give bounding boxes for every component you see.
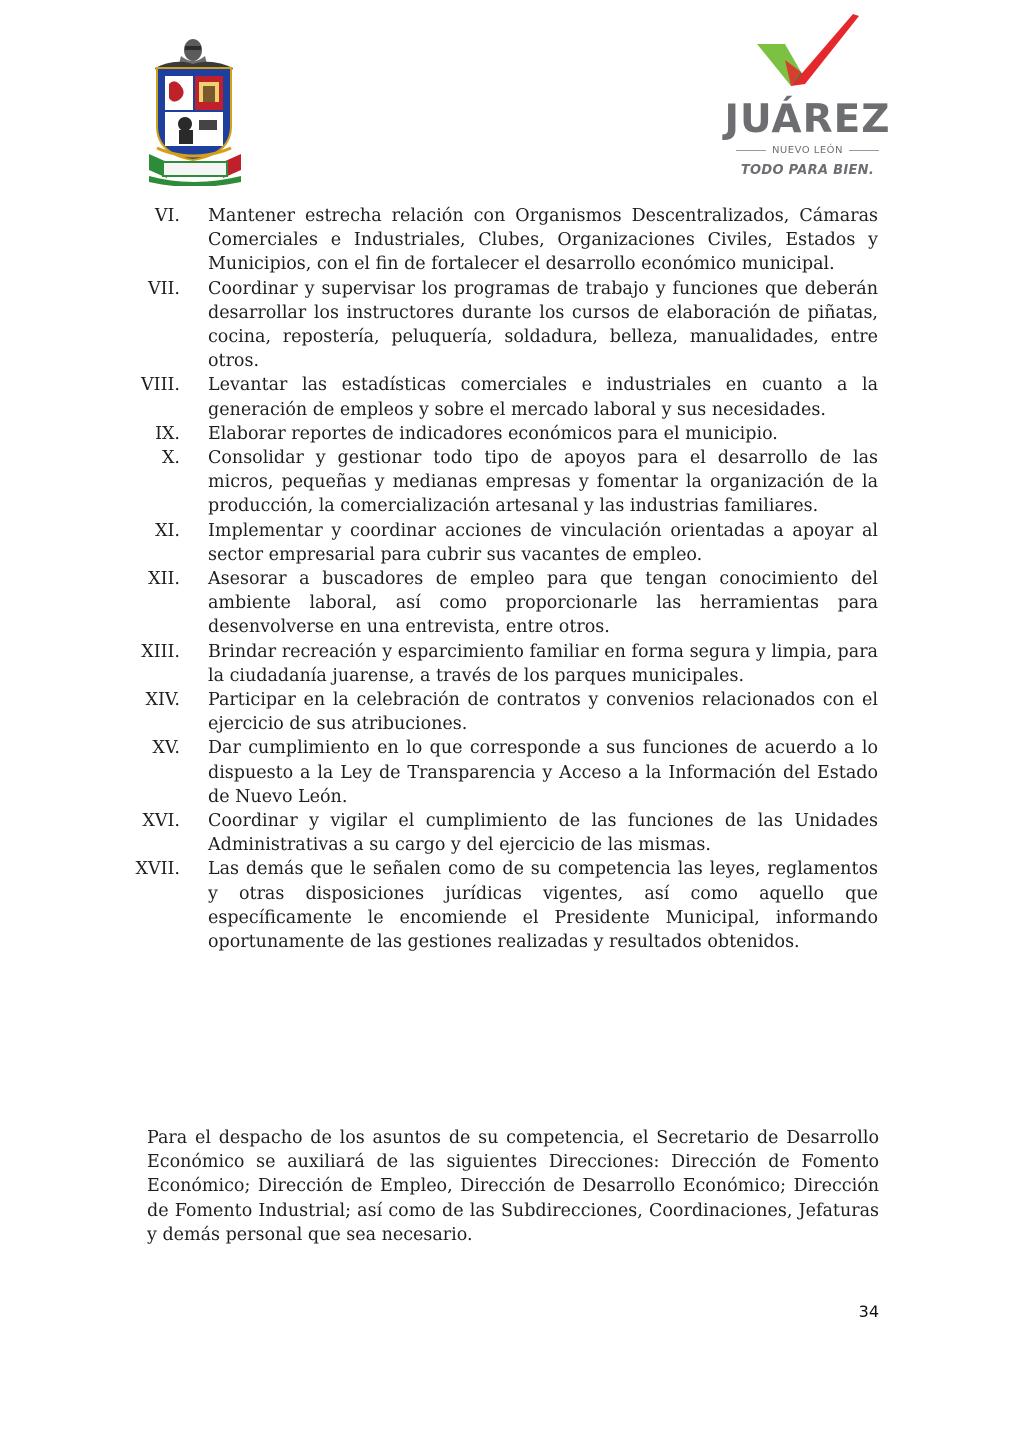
list-item-text: Levantar las estadísticas comerciales e industriales en cuanto a la generación de empleos y sobre el mercado laboral y sus necesidades. <box>208 375 878 420</box>
attributions-list <box>0 204 1024 954</box>
logo-subtitle <box>715 145 900 156</box>
list-item-numeral: VIII. <box>141 375 180 396</box>
list-item-text: Participar en la celebración de contratos y convenios relacionados con el ejercicio de sus atribuciones. <box>208 690 878 735</box>
list-item-numeral: VII. <box>147 278 180 299</box>
list-item-text: Brindar recreación y esparcimiento familiar en forma segura y limpia, para la ciudadanía juarense, a través de los parques municipales. <box>208 641 878 686</box>
list-item <box>0 446 1024 519</box>
logo-subtitle-text: NUEVO LEÓN <box>771 145 844 156</box>
list-item-text: Dar cumplimiento en lo que corresponde a sus funciones de acuerdo a lo dispuesto a la Ley de Transparencia y Acceso a la Información del Estado de Nuevo León. <box>208 738 878 807</box>
list-item <box>0 688 1024 736</box>
list-item-text: Asesorar a buscadores de empleo para que tengan conocimiento del ambiente laboral, así como proporcionarle las herramientas para desenvolverse en una entrevista, entre otros. <box>208 569 878 638</box>
list-item-numeral: XIV. <box>145 690 180 711</box>
list-item <box>0 277 1024 374</box>
list-item-text: Consolidar y gestionar todo tipo de apoyos para el desarrollo de las micros, pequeñas y medianas empresas y fomentar la organización de la producción, la comercialización artesanal y las industrias familiares. <box>208 448 878 517</box>
list-item-numeral: XVII. <box>135 859 180 880</box>
list-item-numeral: VI. <box>154 206 180 226</box>
list-item-numeral: XVI. <box>142 811 180 832</box>
page-header <box>0 0 1024 195</box>
list-item-text: Coordinar y supervisar los programas de trabajo y funciones que deberán desarrollar los instructores durante los cursos de elaboración de piñatas, cocina, repostería, peluquería, soldadura, belleza, manualidades, entre otros. <box>208 278 878 372</box>
logo-wordmark: JUÁREZ <box>724 97 891 142</box>
list-item-numeral: XI. <box>155 520 180 541</box>
list-item-text: Implementar y coordinar acciones de vinculación orientadas a apoyar al sector empresarial para cubrir sus vacantes de empleo. <box>208 520 878 565</box>
list-item-text: Las demás que le señalen como de su competencia las leyes, reglamentos y otras disposiciones jurídicas vigentes, así como aquello que específicamente le encomiende el Presidente Municipal, informando oportunamente de las gestiones realizadas y resultados obtenidos. <box>208 859 878 953</box>
logo-divider-left <box>736 150 766 151</box>
list-item-text: Coordinar y vigilar el cumplimiento de las funciones de las Unidades Administrativas a su cargo y del ejercicio de las mismas. <box>208 811 878 856</box>
list-item <box>0 519 1024 567</box>
list-item <box>0 567 1024 640</box>
list-item-numeral: XII. <box>148 569 180 590</box>
list-item <box>0 422 1024 446</box>
juarez-logo <box>715 14 900 184</box>
coat-of-arms-icon <box>145 36 245 186</box>
list-item-numeral: X. <box>161 448 180 469</box>
list-item <box>0 736 1024 809</box>
list-item <box>0 640 1024 688</box>
closing-paragraph: Para el despacho de los asuntos de su competencia, el Secretario de Desarrollo Económico se auxiliará de las siguientes Direcciones: Dirección de Fomento Económico; Dirección de Empleo, Dirección de Desarrollo Económico; Dirección de Fomento Industrial; así como de las Subdirecciones, Coordinaciones, Jefaturas y demás personal que sea necesario. <box>147 1128 879 1245</box>
list-item <box>0 204 1024 277</box>
list-item-text: Elaborar reportes de indicadores económicos para el municipio. <box>208 423 778 444</box>
check-mark-icon <box>755 14 860 89</box>
list-item-numeral: XV. <box>152 738 180 759</box>
list-item-numeral: IX. <box>155 423 180 444</box>
list-item-text: Mantener estrecha relación con Organismos Descentralizados, Cámaras Comerciales e Industriales, Clubes, Organizaciones Civiles, Estados y Municipios, con el fin de fortalecer el desarrollo económico municipal. <box>208 206 878 275</box>
list-item <box>0 809 1024 857</box>
municipal-coat-of-arms <box>145 36 245 186</box>
page-number: 34 <box>858 1302 879 1321</box>
list-item-numeral: XIII. <box>141 641 180 662</box>
logo-divider-right <box>849 150 879 151</box>
list-item <box>0 373 1024 421</box>
list-item <box>0 857 1024 954</box>
logo-slogan: TODO PARA BIEN. <box>740 163 875 178</box>
